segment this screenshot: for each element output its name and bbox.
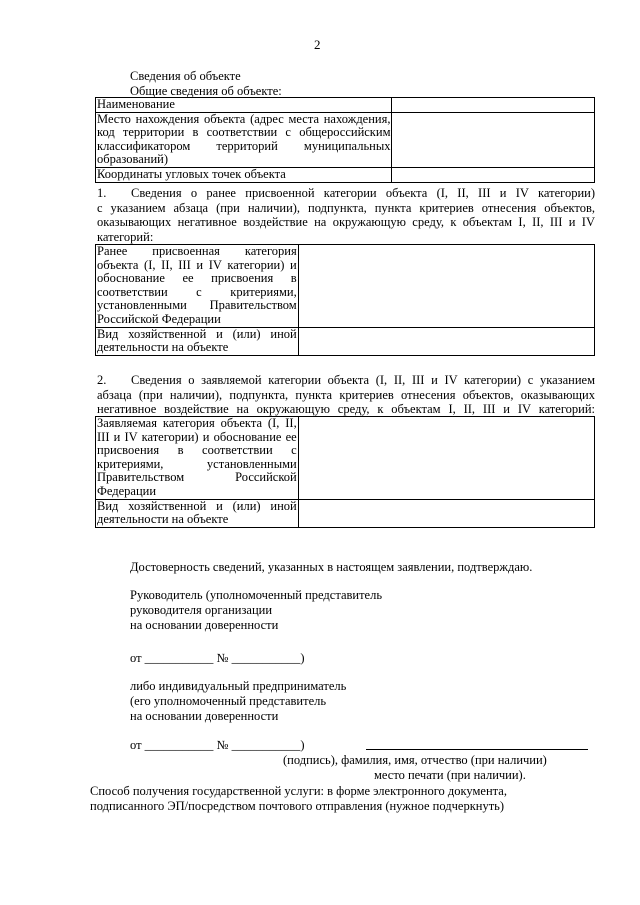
label-line: Российской Федерации	[97, 311, 221, 326]
label-line: Ранее присвоенная категория	[97, 244, 297, 258]
table-row	[96, 112, 595, 167]
location-label	[96, 112, 392, 167]
section2-table	[95, 416, 595, 528]
service-method-line: подписанного ЭП/посредством почтового отправления (нужное подчеркнуть)	[90, 799, 505, 813]
label-line: объекта (I, II, III и IV категории) и	[97, 257, 297, 272]
table-row	[96, 499, 595, 527]
service-method-line: Способ получения государственной услуги: в форме электронного документа,	[90, 784, 507, 798]
section1-line	[97, 186, 595, 201]
signatory2-block	[130, 679, 346, 724]
label-line: Вид хозяйственной и (или) иной	[97, 498, 297, 513]
section1-line: оказывающих негативное воздействие на окружающую среду, к объектам I, II, III и IV	[97, 215, 595, 229]
table-row	[96, 245, 595, 328]
label-line: критериями, установленными	[97, 456, 297, 471]
label-line: соответствии с критериями,	[97, 284, 297, 299]
section2-number: 2.	[97, 373, 107, 387]
location-label-line: классификатором территорий муниципальных	[97, 138, 391, 153]
stamp-caption: место печати (при наличии).	[374, 768, 526, 782]
section2-line-text: Сведения о заявляемой категории объекта (I, II, III и IV категории) с указанием	[131, 373, 595, 387]
label-line: Заявляемая категория объекта (I, II,	[97, 416, 297, 430]
section1-line: с указанием абзаца (при наличии), подпункта, пункта критериев отнесения объектов,	[97, 200, 595, 215]
table-row	[96, 417, 595, 500]
location-label-line: код территории в соответствии с общероссийским	[97, 125, 391, 140]
label-line: Федерации	[97, 483, 157, 498]
signatory1-line: на основании доверенности	[130, 618, 279, 632]
label-line: деятельности на объекте	[97, 340, 229, 355]
signatory1-line: Руководитель (уполномоченный представитель	[130, 588, 383, 602]
section1-text	[97, 186, 595, 244]
section1-line-text: Сведения о ранее присвоенной категории объекта (I, II, III и IV категории)	[131, 186, 595, 200]
label-line: деятельности на объекте	[97, 512, 229, 527]
signatory2-line: на основании доверенности	[130, 709, 279, 723]
name-value[interactable]	[392, 98, 595, 113]
section1-line: категорий:	[97, 229, 154, 244]
declared-category-value[interactable]	[298, 417, 594, 500]
table-row	[96, 98, 595, 113]
location-label-line: Место нахождения объекта (адрес места нахождения,	[97, 111, 391, 126]
signatory1-block	[130, 588, 382, 633]
label-line: установленными Правительством	[97, 298, 297, 313]
prior-category-value[interactable]	[298, 245, 594, 328]
signatory2-line: (его уполномоченный представитель	[130, 694, 327, 708]
signatory1-date-line[interactable]: от ___________ № ___________)	[130, 651, 305, 665]
page-number: 2	[314, 37, 321, 52]
section1-table	[95, 244, 595, 356]
table-row	[96, 167, 595, 182]
activity-value[interactable]	[298, 499, 594, 527]
object-info-subheading: Общие сведения об объекте:	[130, 84, 282, 98]
coordinates-label: Координаты угловых точек объекта	[96, 167, 392, 182]
section2-line	[97, 373, 595, 388]
signatory2-date-line[interactable]: от ___________ № ___________)	[130, 738, 305, 752]
confirmation-text: Достоверность сведений, указанных в настоящем заявлении, подтверждаю.	[130, 560, 533, 574]
signatory1-line: руководителя организации	[130, 603, 273, 617]
name-label: Наименование	[96, 98, 392, 113]
activity-value[interactable]	[298, 327, 594, 355]
activity-label	[96, 327, 299, 355]
label-line: III и IV категории) и обоснование ее	[97, 429, 297, 444]
signature-line[interactable]	[366, 749, 588, 750]
location-label-line: образований)	[97, 152, 169, 167]
section2-line: негативное воздействие на окружающую среду, к объектам I, II, III и IV категорий:	[97, 402, 595, 416]
activity-label	[96, 499, 299, 527]
object-info-heading: Сведения об объекте	[130, 69, 241, 83]
location-value[interactable]	[392, 112, 595, 167]
section2-text	[97, 373, 595, 417]
signatory2-line: либо индивидуальный предприниматель	[130, 679, 347, 693]
object-info-table	[95, 97, 595, 183]
label-line: Вид хозяйственной и (или) иной	[97, 326, 297, 341]
declared-category-label	[96, 417, 299, 500]
section2-line: абзаца (при наличии), подпункта, пункта критериев отнесения объектов, оказывающих	[97, 387, 595, 402]
prior-category-label	[96, 245, 299, 328]
signature-caption: (подпись), фамилия, имя, отчество (при наличии)	[283, 753, 547, 767]
service-method	[90, 784, 507, 814]
section1-number: 1.	[97, 186, 107, 200]
label-line: Правительством Российской	[97, 470, 297, 485]
table-row	[96, 327, 595, 355]
coordinates-value[interactable]	[392, 167, 595, 182]
label-line: присвоения в соответствии с	[97, 443, 297, 458]
label-line: обоснование ее присвоения в	[97, 271, 297, 286]
